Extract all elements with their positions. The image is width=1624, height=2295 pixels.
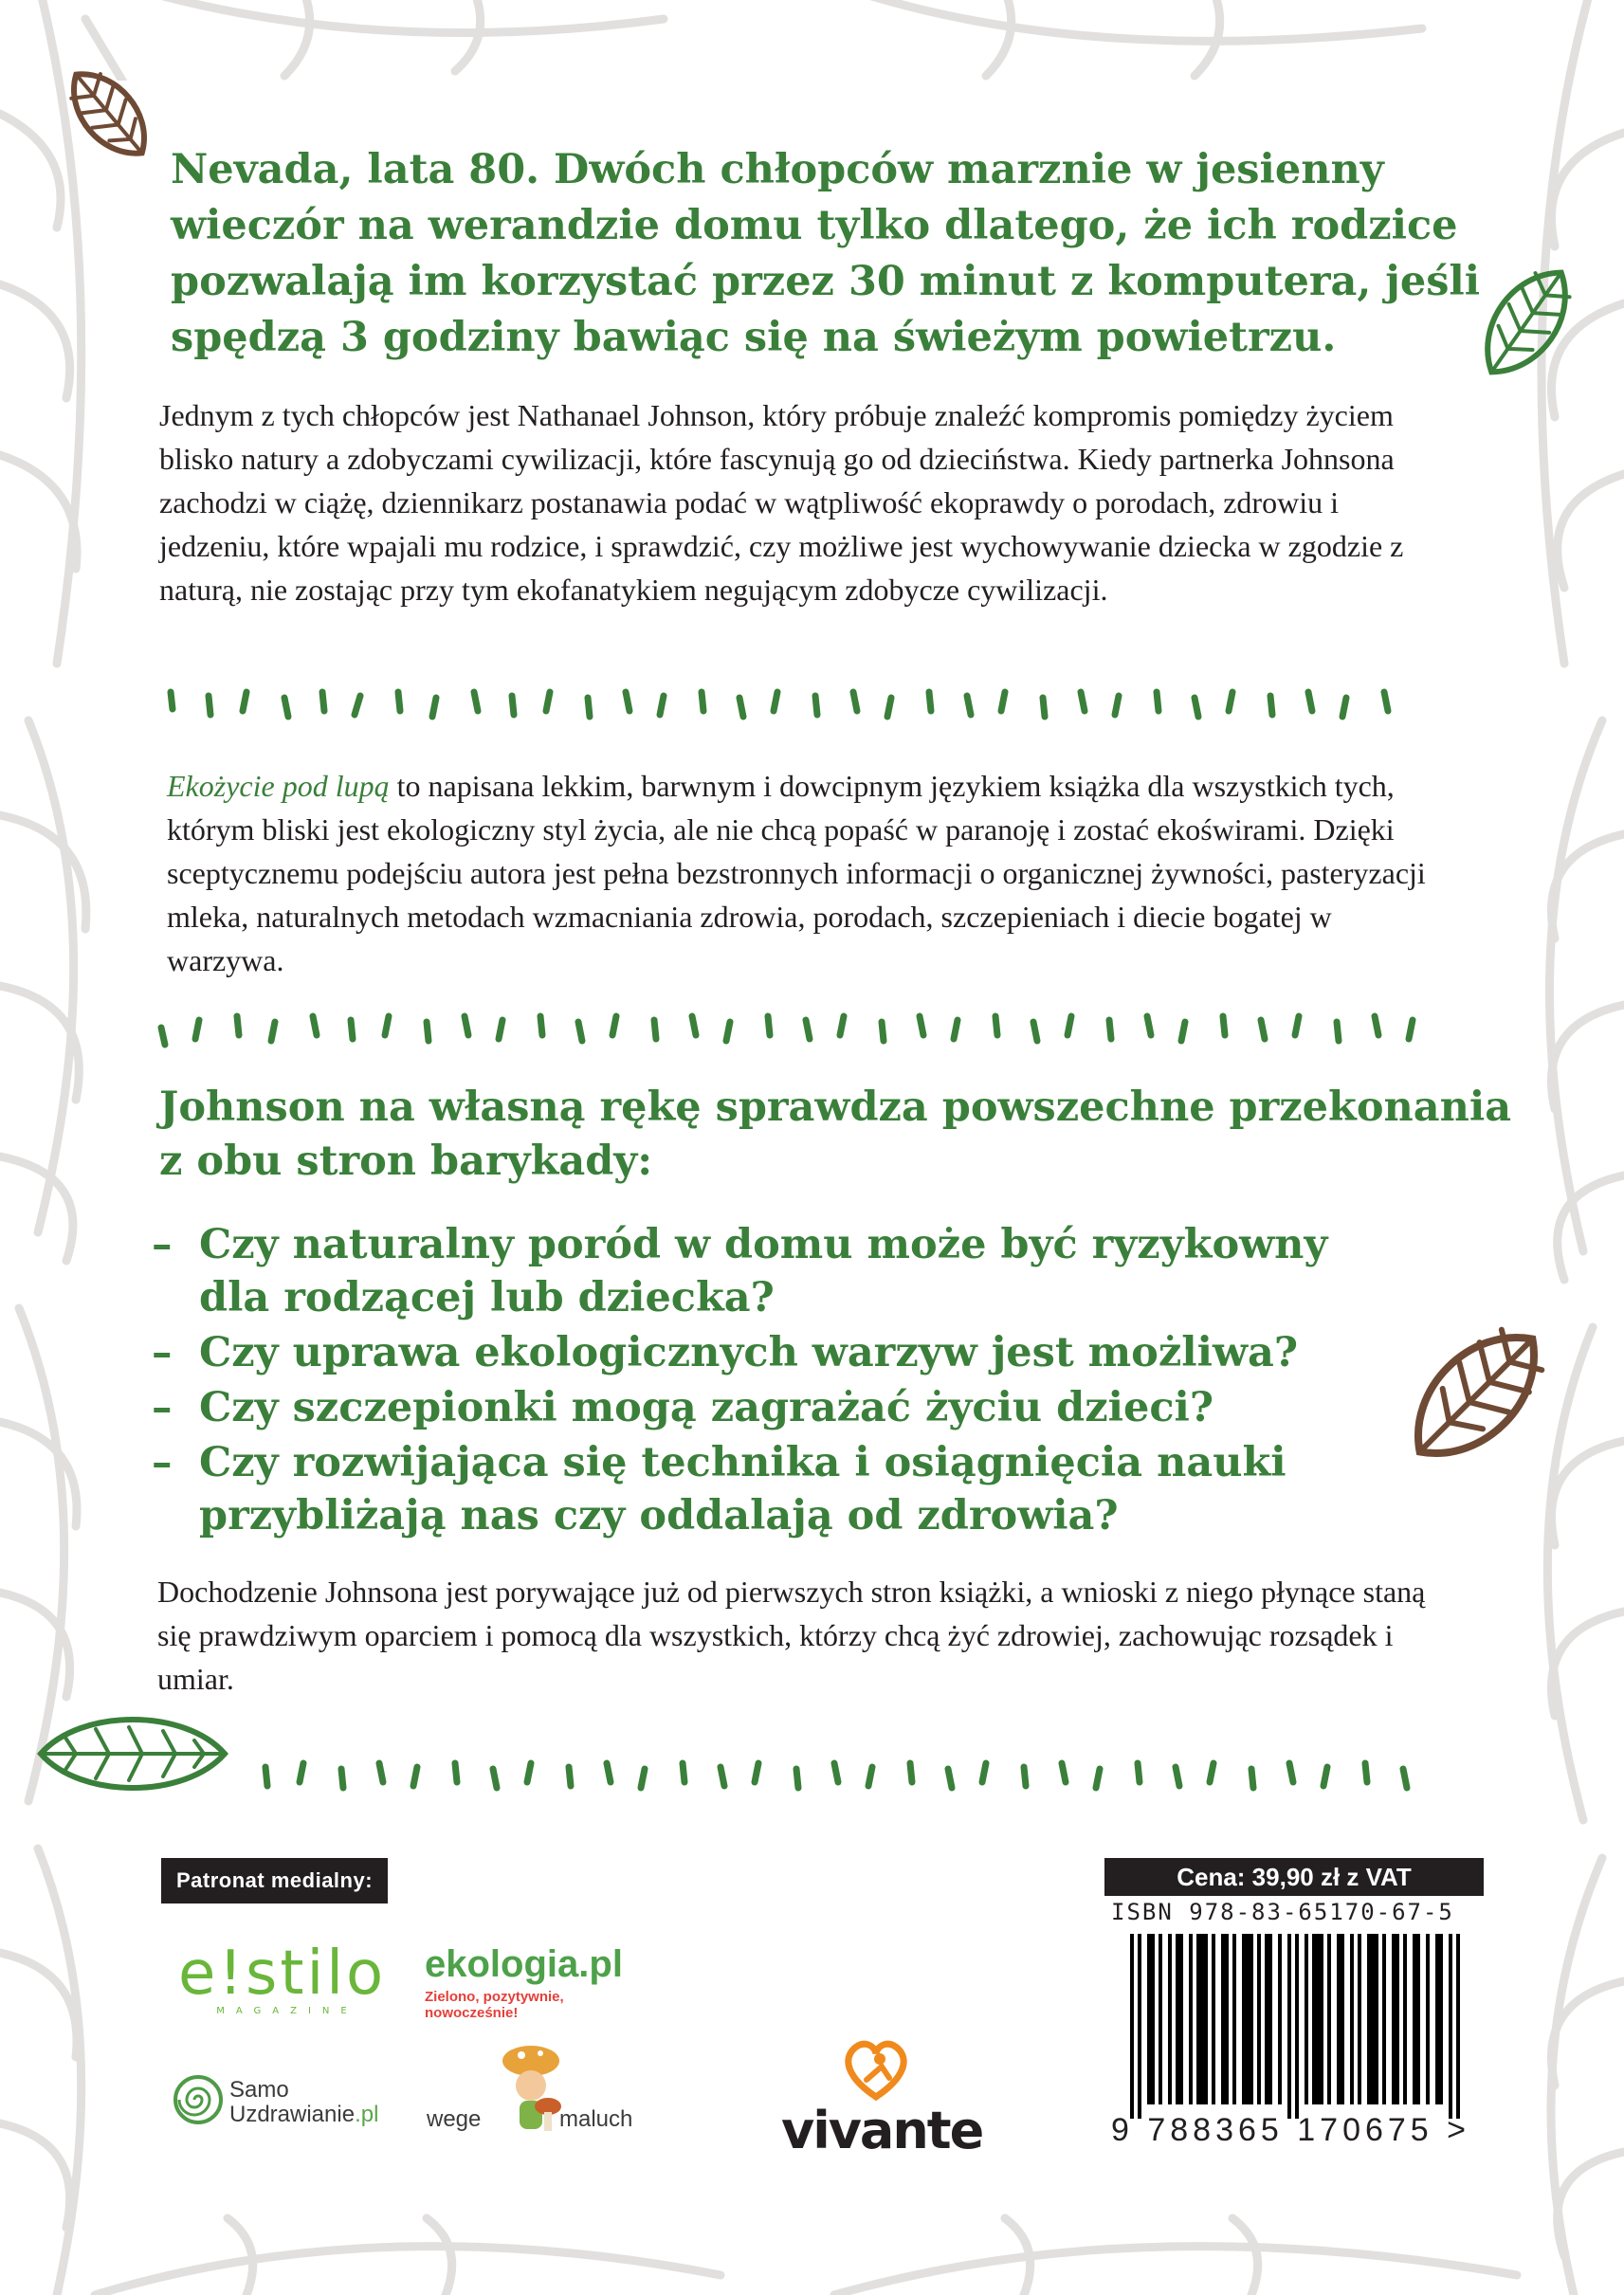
brown-leaf-top-left-icon bbox=[52, 57, 166, 171]
ekologia-logo bbox=[425, 1945, 643, 2021]
intro-paragraph: Jednym z tych chłopców jest Nathanael Johnson, który próbuje znaleźć kompromis pomiędzy życiem blisko natury a zdobyczami cywilizacji, które fascynują go od dzieciństwa. Kiedy partnerka Johnsona zachodzi w ciążę, dziennikarz postanawia podać w wątpliwość ekoprawdy o porodach, zdrowiu i jedzeniu, które wpajali mu rodzice, i sprawdzić, czy możliwe jest wychowywanie dziecka w zgodzie z naturą, nie zostając przy tym ekofanatykiem negującym zdobycze cywilizacji. bbox=[159, 398, 1404, 607]
estilo-logo-sub: MAGAZINE bbox=[216, 2006, 358, 2016]
question-text: Czy szczepionki mogą zagrażać życiu dzieci? bbox=[199, 1384, 1214, 1431]
ean-barcode bbox=[1126, 1934, 1468, 2119]
dash-bullet: – bbox=[152, 1439, 173, 1486]
question-text: Czy uprawa ekologicznych warzyw jest możliwa? bbox=[199, 1329, 1299, 1376]
dash-bullet: – bbox=[152, 1384, 173, 1431]
estilo-logo bbox=[178, 1939, 396, 2016]
ean-digits: 9 788365 170675 > bbox=[1111, 2112, 1471, 2148]
lead-paragraph: Nevada, lata 80. Dwóch chłopców marznie w jesienny wieczór na werandzie domu tylko dlatego, że ich rodzice pozwalają im korzystać przez 30 minut z komputera, jeśli spędzą 3 godziny bawiąc się na świeżym powietrzu. bbox=[171, 146, 1481, 361]
list-item bbox=[152, 1326, 1375, 1379]
samo-suffix: .pl bbox=[355, 2102, 379, 2127]
heart-figure-icon bbox=[838, 2036, 914, 2103]
samouzdrawianie-logo bbox=[173, 2068, 391, 2135]
question-text: Czy rozwijająca się technika i osiągnięcia nauki przybliżają nas czy oddalają od zdrowia? bbox=[199, 1439, 1286, 1539]
media-patronage-label: Patronat medialny: bbox=[161, 1858, 388, 1903]
dashed-divider bbox=[246, 1754, 1432, 1801]
brown-leaf-right-icon bbox=[1389, 1308, 1564, 1484]
isbn-number: ISBN 978-83-65170-67-5 bbox=[1111, 1899, 1454, 1925]
price-label: Cena: 39,90 zł z VAT bbox=[1104, 1858, 1484, 1896]
samo-line1: Samo bbox=[229, 2077, 289, 2103]
ekologia-logo-name: ekologia.pl bbox=[425, 1943, 623, 1985]
wege-left: wege bbox=[427, 2106, 482, 2132]
list-item bbox=[152, 1218, 1375, 1324]
wege-right: maluch bbox=[559, 2106, 633, 2132]
list-item bbox=[152, 1436, 1375, 1542]
book-description-text: to napisana lekkim, barwnym i dowcipnym językiem książka dla wszystkich tych, którym bliski jest ekologiczny styl życia, ale nie chcą popaść w paranoję i zostać ekoświrami. Dzięki sceptycznemu podejściu autora jest pełna bezstronnych informacji o organicznej żywności, pasteryzacji mleka, naturalnych metodach wzmacniania zdrowia, porodach, szczepieniach i diecie bogatej w warzywa. bbox=[167, 769, 1426, 977]
dashed-divider bbox=[142, 1007, 1432, 1054]
estilo-logo-name: e!stilo bbox=[178, 1939, 387, 2009]
mushroom-children-icon bbox=[493, 2040, 569, 2140]
vivante-logo-name: vivante bbox=[781, 2101, 983, 2160]
spiral-icon bbox=[173, 2074, 224, 2125]
book-title: Ekożycie pod lupą bbox=[167, 769, 390, 803]
wegemaluch-logo bbox=[427, 2040, 635, 2144]
dash-bullet: – bbox=[152, 1329, 173, 1376]
question-text: Czy naturalny poród w domu może być ryzykowny dla rodzącej lub dziecka? bbox=[199, 1221, 1328, 1321]
ekologia-logo-slogan: Zielono, pozytywnie, nowocześnie! bbox=[425, 1989, 564, 2021]
green-leaf-bottom-left-icon bbox=[33, 1697, 232, 1811]
closing-paragraph: Dochodzenie Johnsona jest porywające już od pierwszych stron książki, a wnioski z niego płynące staną się prawdziwym oparciem i pomocą dla wszystkich, którzy chcą żyć zdrowiej, zachowując rozsądek i umiar. bbox=[157, 1575, 1426, 1696]
dash-bullet: – bbox=[152, 1221, 173, 1268]
samo-line2: Uzdrawianie bbox=[229, 2102, 356, 2127]
questions-heading: Johnson na własną rękę sprawdza powszechne przekonania z obu stron barykady: bbox=[159, 1084, 1512, 1185]
list-item bbox=[152, 1381, 1375, 1434]
vivante-publisher-logo bbox=[774, 2036, 992, 2164]
book-description-paragraph bbox=[167, 764, 1437, 982]
questions-list bbox=[152, 1218, 1375, 1544]
dashed-divider bbox=[152, 683, 1422, 730]
